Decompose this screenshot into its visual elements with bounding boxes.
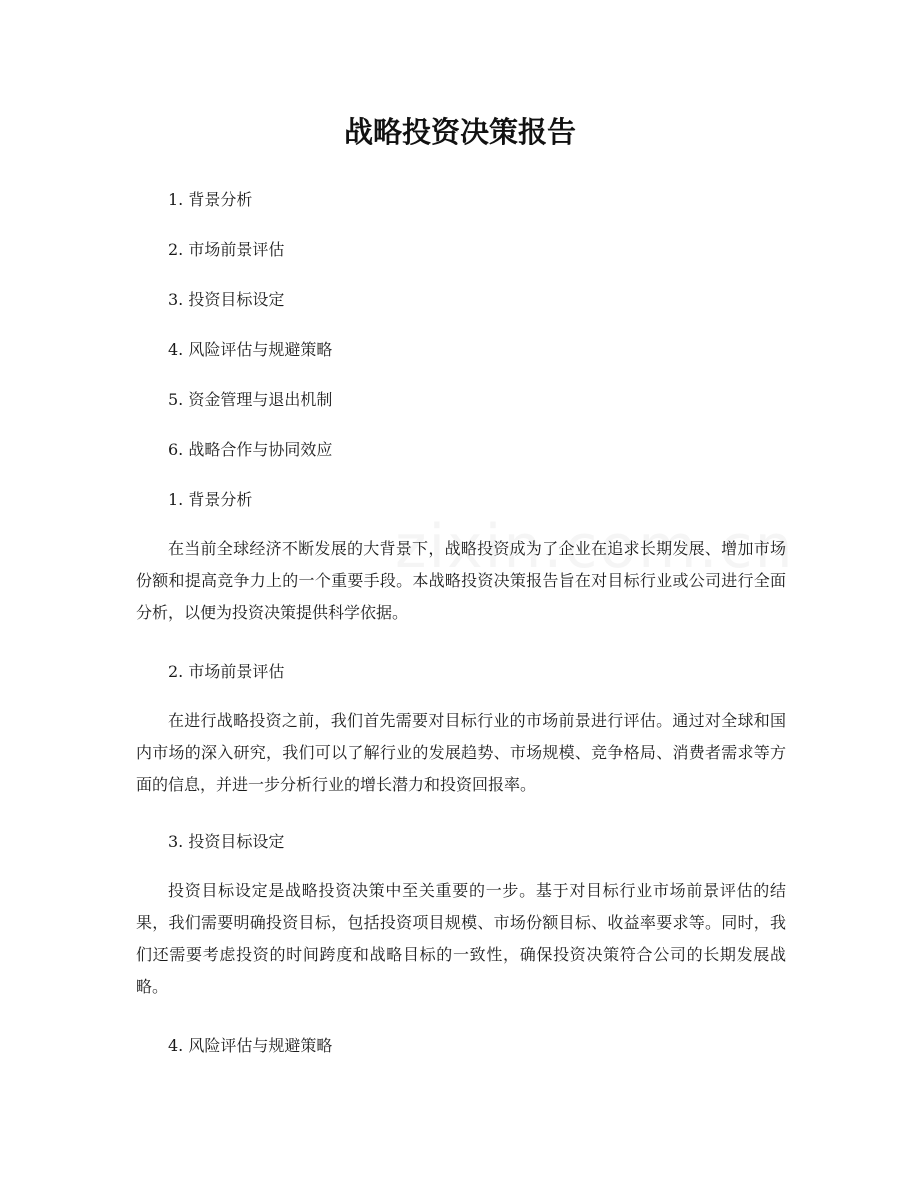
section-heading: 3. 投资目标设定	[168, 832, 285, 851]
toc-item: 1. 背景分析	[168, 190, 253, 209]
document-title: 战略投资决策报告	[343, 115, 576, 149]
toc-item: 2. 市场前景评估	[168, 240, 285, 259]
section-heading: 4. 风险评估与规避策略	[168, 1036, 333, 1055]
toc-item: 5. 资金管理与退出机制	[168, 390, 333, 409]
toc-item: 3. 投资目标设定	[168, 290, 285, 309]
section-body: 在进行战略投资之前，我们首先需要对目标行业的市场前景进行评估。通过对全球和国内市场的深入研究，我们可以了解行业的发展趋势、市场规模、竞争格局、消费者需求等方面的信息，并进一步分析行业的增长潜力和投资回报率。	[136, 711, 786, 794]
toc-item: 4. 风险评估与规避策略	[168, 340, 333, 359]
section-heading: 1. 背景分析	[168, 490, 253, 509]
section-heading: 2. 市场前景评估	[168, 662, 285, 681]
toc-item: 6. 战略合作与协同效应	[168, 440, 333, 459]
section-body: 在当前全球经济不断发展的大背景下，战略投资成为了企业在追求长期发展、增加市场份额和提高竞争力上的一个重要手段。本战略投资决策报告旨在对目标行业或公司进行全面分析，以便为投资决策提供科学依据。	[136, 539, 786, 622]
section-body: 投资目标设定是战略投资决策中至关重要的一步。基于对目标行业市场前景评估的结果，我们需要明确投资目标，包括投资项目规模、市场份额目标、收益率要求等。同时，我们还需要考虑投资的时间跨度和战略目标的一致性，确保投资决策符合公司的长期发展战略。	[136, 881, 786, 996]
